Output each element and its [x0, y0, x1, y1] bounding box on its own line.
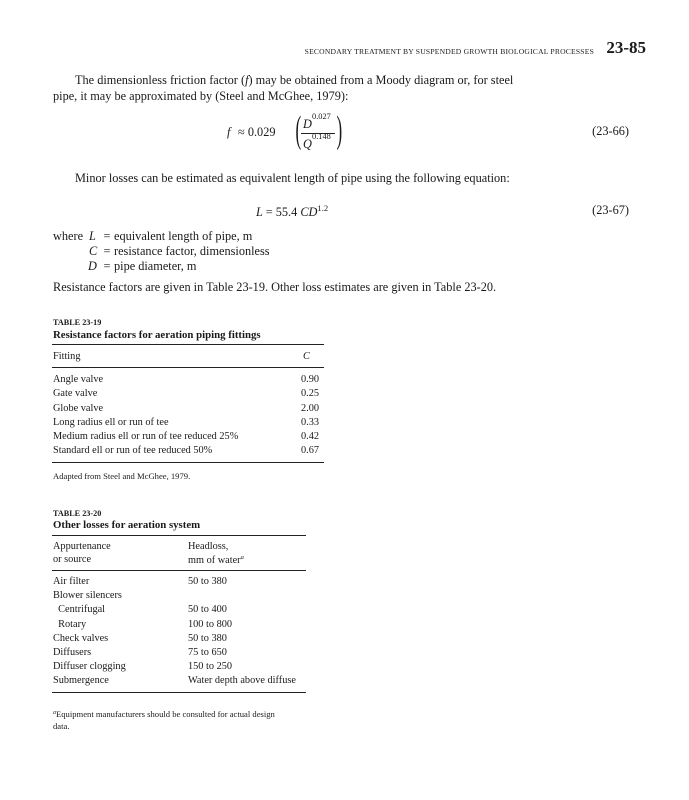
- footnote-line-2: data.: [53, 721, 70, 731]
- eq1-operator: ≈ 0.029: [238, 125, 276, 139]
- table-23-20-label: TABLE 23-20: [53, 509, 102, 518]
- where-equals: =: [103, 244, 111, 258]
- footnote-line-1: Equipment manufacturers should be consulted for actual design: [56, 709, 275, 719]
- table-cell: Air filter: [53, 576, 90, 587]
- table-23-20-header-rule: [52, 570, 306, 571]
- intro-text-a: The dimensionless friction factor (: [75, 73, 246, 87]
- where-item: [89, 228, 252, 244]
- where-word: where: [53, 229, 84, 243]
- intro-text-b: ) may be obtained from a Moody diagram or, for steel: [248, 73, 514, 87]
- table-cell: Angle valve: [53, 374, 104, 385]
- table-cell: 100 to 800: [188, 619, 233, 630]
- where-item: [88, 258, 196, 274]
- table-23-20-top-rule: [52, 535, 306, 536]
- page-number: 23-85: [606, 38, 646, 57]
- table-23-19-label: TABLE 23-19: [53, 318, 102, 327]
- eq2-term: CD: [300, 205, 318, 219]
- table-cell: Blower silencers: [53, 590, 122, 601]
- footnote-marker: a: [240, 554, 244, 561]
- table-23-20-header-col1-line1: Appurtenance: [53, 541, 111, 552]
- where-symbol: C: [89, 244, 98, 258]
- eq1-left-paren: (: [295, 109, 302, 151]
- eq1-lhs: f: [227, 125, 231, 139]
- table-cell: 2.00: [301, 403, 320, 414]
- resistance-factors-text: Resistance factors are given in Table 23-19. Other loss estimates are given in Table 23-20.: [53, 280, 497, 294]
- eq1-numerator-exp: 0.027: [312, 112, 331, 121]
- where-symbol: D: [88, 259, 97, 273]
- table-cell: 75 to 650: [188, 647, 227, 658]
- where-symbol: L: [89, 229, 96, 243]
- where-description: resistance factor, dimensionless: [114, 244, 270, 258]
- table-cell: Submergence: [53, 675, 109, 686]
- table-cell: 0.25: [301, 388, 320, 399]
- table-23-19-header-rule: [52, 367, 324, 368]
- table-cell: Gate valve: [53, 388, 98, 399]
- table-23-20-header-col1-line2: or source: [53, 554, 92, 565]
- table-23-19-header-fitting: Fitting: [53, 351, 81, 362]
- eq2-lhs: L: [256, 205, 263, 219]
- equation-number-23-66: (23-66): [592, 124, 629, 138]
- table-23-19-header-c: C: [303, 351, 310, 362]
- running-header: SECONDARY TREATMENT BY SUSPENDED GROWTH BIOLOGICAL PROCESSES: [304, 47, 594, 56]
- table-cell: Medium radius ell or run of tee reduced 25%: [53, 431, 239, 442]
- table-23-20-footnote: [53, 707, 313, 732]
- table-cell: Long radius ell or run of tee: [53, 417, 169, 428]
- equation-23-67: [256, 203, 328, 220]
- eq1-right-paren: ): [336, 109, 343, 151]
- where-equals: =: [103, 259, 111, 273]
- where-description: pipe diameter, m: [114, 259, 197, 273]
- intro-f-symbol: f: [245, 73, 249, 87]
- table-cell: Diffusers: [53, 647, 92, 658]
- table-cell: Water depth above diffuse: [188, 675, 296, 686]
- table-cell: 150 to 250: [188, 661, 233, 672]
- eq1-numerator-base: D: [303, 117, 312, 131]
- table-cell: Globe valve: [53, 403, 104, 414]
- where-description: equivalent length of pipe, m: [114, 229, 253, 243]
- footnote-marker: a: [53, 710, 56, 716]
- table-23-20-header-col2-line2: [188, 554, 244, 566]
- eq2-exponent: 1.2: [317, 203, 329, 213]
- intro-line-2: pipe, it may be approximated by (Steel and McGhee, 1979):: [53, 89, 349, 103]
- where-item: [89, 243, 270, 259]
- table-23-20-title: Other losses for aeration system: [53, 519, 201, 531]
- where-equals: =: [103, 229, 111, 243]
- table-23-19-title: Resistance factors for aeration piping fittings: [53, 329, 261, 341]
- table-cell: Diffuser clogging: [53, 661, 126, 672]
- table-cell: 50 to 400: [188, 604, 227, 615]
- table-cell: Rotary: [53, 619, 87, 630]
- table-23-19-source: Adapted from Steel and McGhee, 1979.: [53, 471, 191, 481]
- eq2-rhs: = 55.4: [265, 205, 298, 219]
- table-cell: Standard ell or run of tee reduced 50%: [53, 445, 213, 456]
- table-cell: 50 to 380: [188, 633, 227, 644]
- table-cell: 0.90: [301, 374, 320, 385]
- table-23-19-top-rule: [52, 344, 324, 345]
- table-cell: 50 to 380: [188, 576, 227, 587]
- table-cell: 0.42: [301, 431, 320, 442]
- table-cell: 0.33: [301, 417, 320, 428]
- minor-losses-text: Minor losses can be estimated as equivalent length of pipe using the following equation:: [75, 171, 510, 185]
- eq1-denominator-exp: 0.148: [312, 132, 331, 141]
- table-23-19-bottom-rule: [52, 462, 324, 463]
- table-cell: Check valves: [53, 633, 109, 644]
- eq1-denominator-base: Q: [303, 137, 312, 151]
- table-cell: Centrifugal: [53, 604, 106, 615]
- table-23-20-header-col2-line1: Headloss,: [188, 541, 229, 552]
- equation-number-23-67: (23-67): [592, 203, 629, 217]
- table-23-20-bottom-rule: [52, 692, 306, 693]
- table-cell: 0.67: [301, 445, 320, 456]
- header-col2-text: mm of water: [188, 555, 241, 566]
